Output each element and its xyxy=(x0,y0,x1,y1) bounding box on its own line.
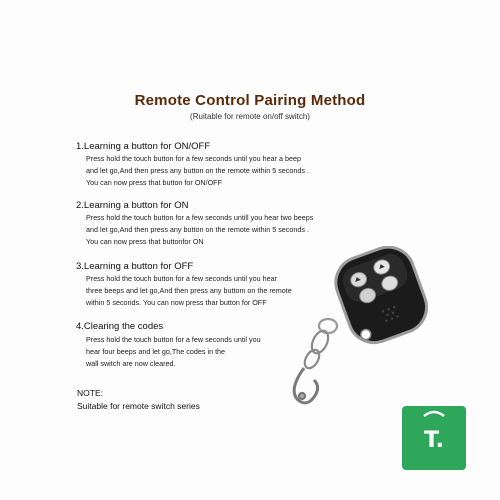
keyring-icon xyxy=(294,319,337,403)
section-2-line-1: Press hold the touch button for a few seconds untill you hear two beeps xyxy=(86,213,314,222)
remote-body xyxy=(329,246,434,350)
section-3-line-1: Press hold the touch button for a few seconds until you hear xyxy=(86,274,277,283)
section-2-line-3: You can now press that buttonfor ON xyxy=(86,237,204,246)
section-3-line-2: three beeps and let go,And then press any buttom on the remote xyxy=(86,286,292,295)
page-title: Remote Control Pairing Method xyxy=(134,92,366,109)
section-1-line-3: You can now press that button for ON/OFF xyxy=(86,178,222,187)
remote-fob-image xyxy=(268,246,458,406)
section-heading-3: 3.Learning a button for OFF xyxy=(76,261,194,272)
store-badge xyxy=(402,406,466,470)
section-4-line-2: hear four beeps and let go,The codes in the xyxy=(86,347,226,356)
section-1-line-1: Press hold the touch button for a few seconds until you hear a beep xyxy=(86,154,301,163)
section-heading-1: 1.Learning a button for ON/OFF xyxy=(76,141,211,152)
page-subtitle: (Ruitable for remote on/off switch) xyxy=(190,112,310,121)
badge-letter: T. xyxy=(423,428,445,453)
section-1-line-2: and let go,And then press any button on the remote within 5 seconds . xyxy=(86,166,309,175)
note-text: Suitable for remote switch series xyxy=(77,401,200,411)
section-4-line-3: wall switch are now cleared. xyxy=(86,359,176,368)
section-heading-4: 4.Clearing the codes xyxy=(76,321,164,332)
section-4-line-1: Press hold the touch button for a few seconds until you xyxy=(86,335,261,344)
section-3-line-3: within 5 seconds. You can now press thar button for OFF xyxy=(86,298,267,307)
section-heading-2: 2.Learning a button for ON xyxy=(76,200,189,211)
note-label: NOTE: xyxy=(77,388,103,398)
section-2-line-2: and let go,And then press any button on the remote within 5 seconds . xyxy=(86,225,309,234)
